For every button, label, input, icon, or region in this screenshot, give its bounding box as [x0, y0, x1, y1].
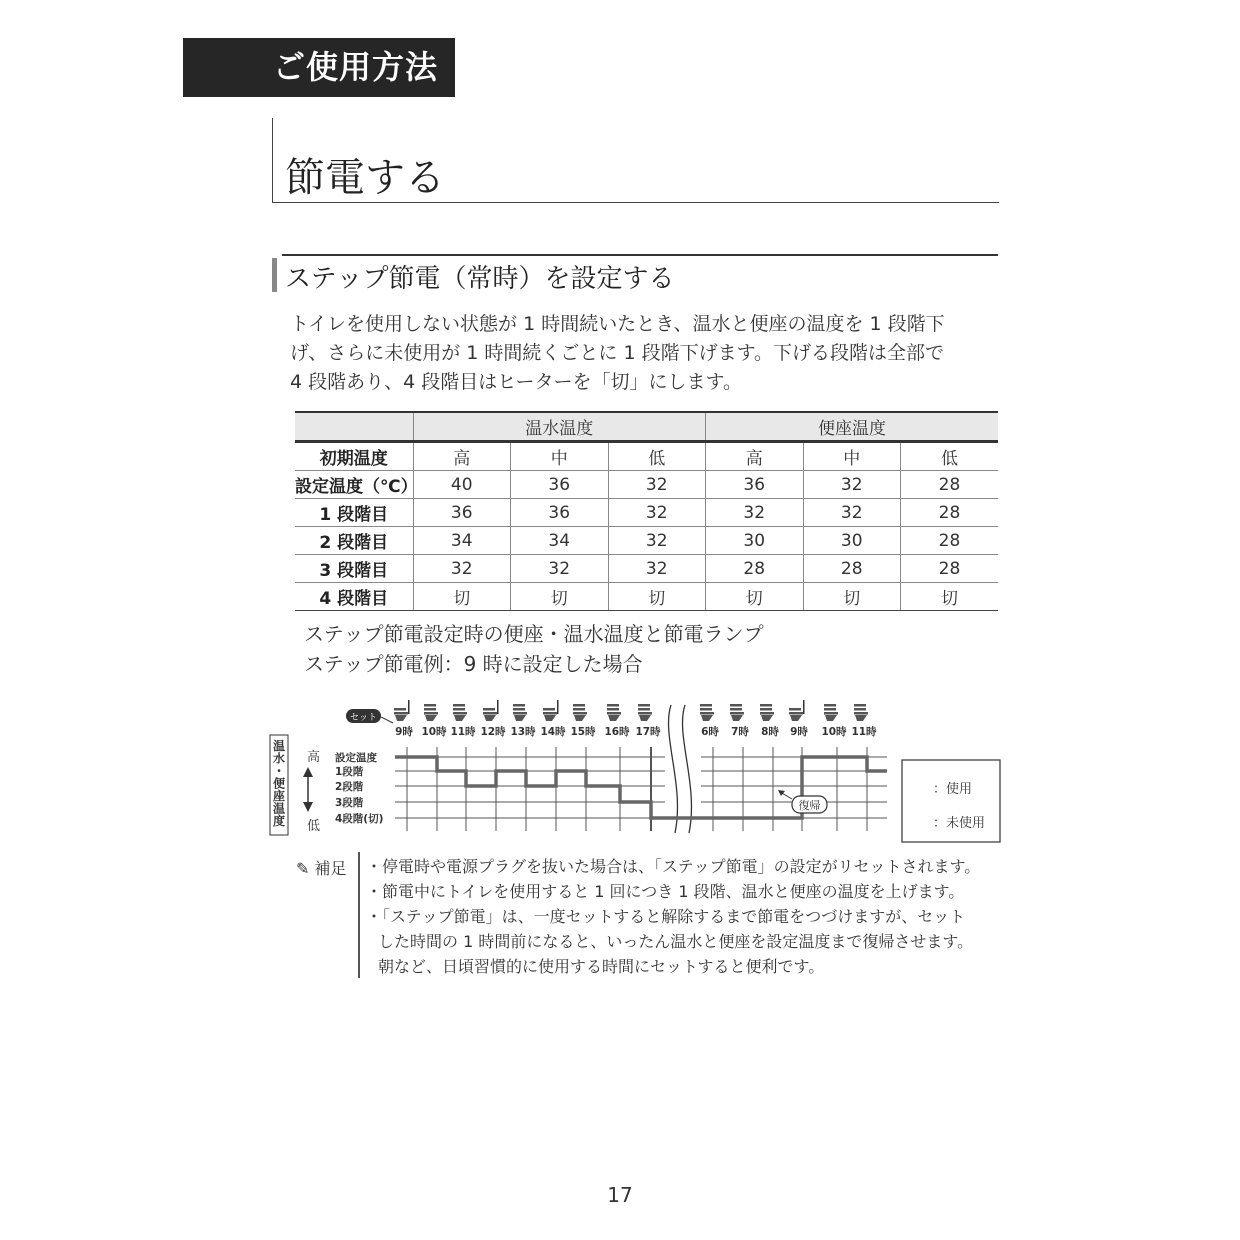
time-break-mark [669, 705, 692, 833]
table-corner [295, 412, 413, 442]
table-cell: 切 [511, 583, 609, 611]
subsection-rule [282, 254, 998, 256]
level-label: 設定温度 [335, 752, 377, 764]
subsection-marker [272, 258, 277, 292]
table-row [295, 471, 998, 499]
time-label: 9時 [790, 726, 808, 738]
up-down-arrow-icon [303, 767, 313, 812]
step-diagram [265, 695, 1005, 845]
table-cell: 28 [901, 499, 999, 527]
table-row [295, 442, 998, 471]
toilet-unused-icon [730, 704, 744, 721]
y-axis-title-char: 度 [272, 814, 286, 828]
time-label: 13時 [510, 726, 536, 738]
note-label: 補足 [314, 859, 347, 878]
table-cell: 32 [803, 499, 901, 527]
time-label: 7時 [731, 726, 749, 738]
time-label: 11時 [450, 726, 476, 738]
water-temp-header: 温水温度 [413, 412, 706, 442]
legend-used-label: ：使用 [933, 782, 973, 797]
level-labels [335, 751, 383, 825]
time-label: 15時 [570, 726, 596, 738]
table-cell: 28 [901, 527, 999, 555]
note-line: ・節電中にトイレを使用すると 1 回につき 1 段階、温水と便座の温度を上げます。 [366, 882, 965, 901]
toilet-unused-icon [607, 704, 621, 721]
caption-line-1: ステップ節電設定時の便座・温水温度と節電ランプ [304, 622, 764, 646]
table-row [295, 583, 998, 611]
time-label: 9時 [395, 726, 413, 738]
y-axis-title-char: 便 [272, 776, 286, 791]
row-label: 3 段階目 [295, 555, 413, 583]
table-cell: 36 [511, 499, 609, 527]
row-label: 1 段階目 [295, 499, 413, 527]
time-label: 16時 [604, 726, 630, 738]
toilet-used-icon [543, 700, 559, 721]
table-cell: 切 [608, 583, 706, 611]
subsection-title: ステップ節電（常時）を設定する [285, 264, 675, 294]
table-cell: 34 [511, 527, 609, 555]
table-cell: 34 [413, 527, 511, 555]
y-axis-title [270, 735, 288, 835]
page-title-frame [272, 118, 999, 203]
table-row [295, 555, 998, 583]
time-label: 10時 [821, 726, 847, 738]
table-cell: 切 [706, 583, 804, 611]
time-label: 11時 [851, 726, 877, 738]
return-label: 復帰 [798, 799, 821, 812]
table-cell: 30 [803, 527, 901, 555]
table-cell: 切 [803, 583, 901, 611]
table-cell: 28 [901, 471, 999, 499]
table-cell: 中 [511, 442, 609, 471]
notes-list [366, 854, 980, 979]
legend-unused-label: ：未使用 [933, 816, 986, 831]
table-row [295, 499, 998, 527]
time-label: 14時 [540, 726, 566, 738]
table-cell: 32 [413, 555, 511, 583]
y-low-label: 低 [307, 819, 321, 834]
diagram-grid [395, 747, 887, 831]
note-rule [358, 852, 360, 978]
table-cell: 28 [803, 555, 901, 583]
page-title: 節電する [285, 155, 445, 201]
note-line: ・「ステップ節電」は、一度セットすると解除するまで節電をつづけますが、セット [366, 907, 966, 926]
set-badge [346, 709, 393, 723]
intro-line: トイレを使用しない状態が 1 時間続いたとき、温水と便座の温度を 1 段階下 [290, 313, 945, 335]
caption-line-2: ステップ節電例：9 時に設定した場合 [304, 652, 643, 676]
y-axis-title-char: 温 [272, 739, 286, 753]
toilet-used-icon [789, 700, 805, 721]
y-axis-title-char: 座 [272, 789, 286, 803]
level-label: 3段階 [335, 797, 364, 809]
section-label: ご使用方法 [183, 38, 455, 97]
table-cell: 高 [413, 442, 511, 471]
note-heading [296, 856, 347, 879]
table-row [295, 527, 998, 555]
note-line: した時間の 1 時間前になると、いったん温水と便座を設定温度まで復帰させます。 [378, 932, 974, 951]
intro-paragraph [290, 310, 1010, 397]
temperature-table [295, 411, 998, 611]
pencil-icon: ✎ [296, 859, 310, 878]
seat-temp-header: 便座温度 [706, 412, 999, 442]
usage-legend [902, 760, 1005, 845]
table-cell: 32 [608, 471, 706, 499]
row-label: 設定温度（℃） [295, 471, 413, 499]
table-cell: 32 [608, 555, 706, 583]
table-cell: 中 [803, 442, 901, 471]
level-label: 1段階 [335, 766, 364, 778]
table-cell: 低 [608, 442, 706, 471]
toilet-unused-icon [700, 704, 714, 721]
time-label: 8時 [761, 726, 779, 738]
note-line: ・停電時や電源プラグを抜いた場合は、「ステップ節電」の設定がリセットされます。 [366, 857, 981, 876]
table-cell: 32 [511, 555, 609, 583]
y-high-label: 高 [307, 750, 321, 765]
table-cell: 切 [413, 583, 511, 611]
intro-line: 4 段階あり、4 段階目はヒーターを「切」にします。 [290, 371, 742, 393]
table-cell: 32 [706, 499, 804, 527]
toilet-unused-icon [638, 704, 652, 721]
table-cell: 高 [706, 442, 804, 471]
table-cell: 32 [608, 499, 706, 527]
y-axis-title-char: 温 [272, 801, 286, 816]
toilet-unused-icon [854, 704, 868, 721]
usage-icons [394, 700, 868, 721]
table-cell: 40 [413, 471, 511, 499]
table-cell: 36 [706, 471, 804, 499]
time-labels [395, 725, 877, 738]
set-badge-text: セット [349, 713, 378, 723]
time-label: 10時 [421, 726, 447, 738]
time-label: 17時 [635, 726, 661, 738]
table-cell: 切 [901, 583, 999, 611]
time-label: 12時 [480, 726, 506, 738]
toilet-used-icon [483, 700, 499, 721]
toilet-unused-icon [573, 704, 587, 721]
table-cell: 30 [706, 527, 804, 555]
toilet-unused-icon [513, 704, 527, 721]
note-line: 朝など、日頃習慣的に使用する時間にセットすると便利です。 [378, 957, 825, 976]
time-label: 6時 [701, 726, 719, 738]
level-label: 4段階(切) [335, 813, 384, 825]
level-label: 2段階 [335, 781, 364, 793]
table-cell: 36 [413, 499, 511, 527]
y-axis-title-char: ・ [272, 764, 286, 778]
table-cell: 32 [608, 527, 706, 555]
table-header-row [295, 412, 998, 442]
toilet-unused-icon [424, 704, 438, 721]
table-cell: 低 [901, 442, 999, 471]
row-label: 4 段階目 [295, 583, 413, 611]
intro-line: げ、さらに未使用が 1 時間続くごとに 1 段階下げます。下げる段階は全部で [290, 342, 945, 364]
y-axis-title-char: 水 [272, 751, 286, 766]
row-label: 初期温度 [295, 442, 413, 471]
toilet-unused-icon [760, 704, 774, 721]
table-cell: 36 [511, 471, 609, 499]
page-number: 17 [607, 1183, 633, 1207]
toilet-unused-icon [453, 704, 467, 721]
table-cell: 32 [803, 471, 901, 499]
toilet-unused-icon [824, 704, 838, 721]
row-label: 2 段階目 [295, 527, 413, 555]
table-cell: 28 [901, 555, 999, 583]
toilet-used-icon [394, 700, 410, 721]
table-cell: 28 [706, 555, 804, 583]
